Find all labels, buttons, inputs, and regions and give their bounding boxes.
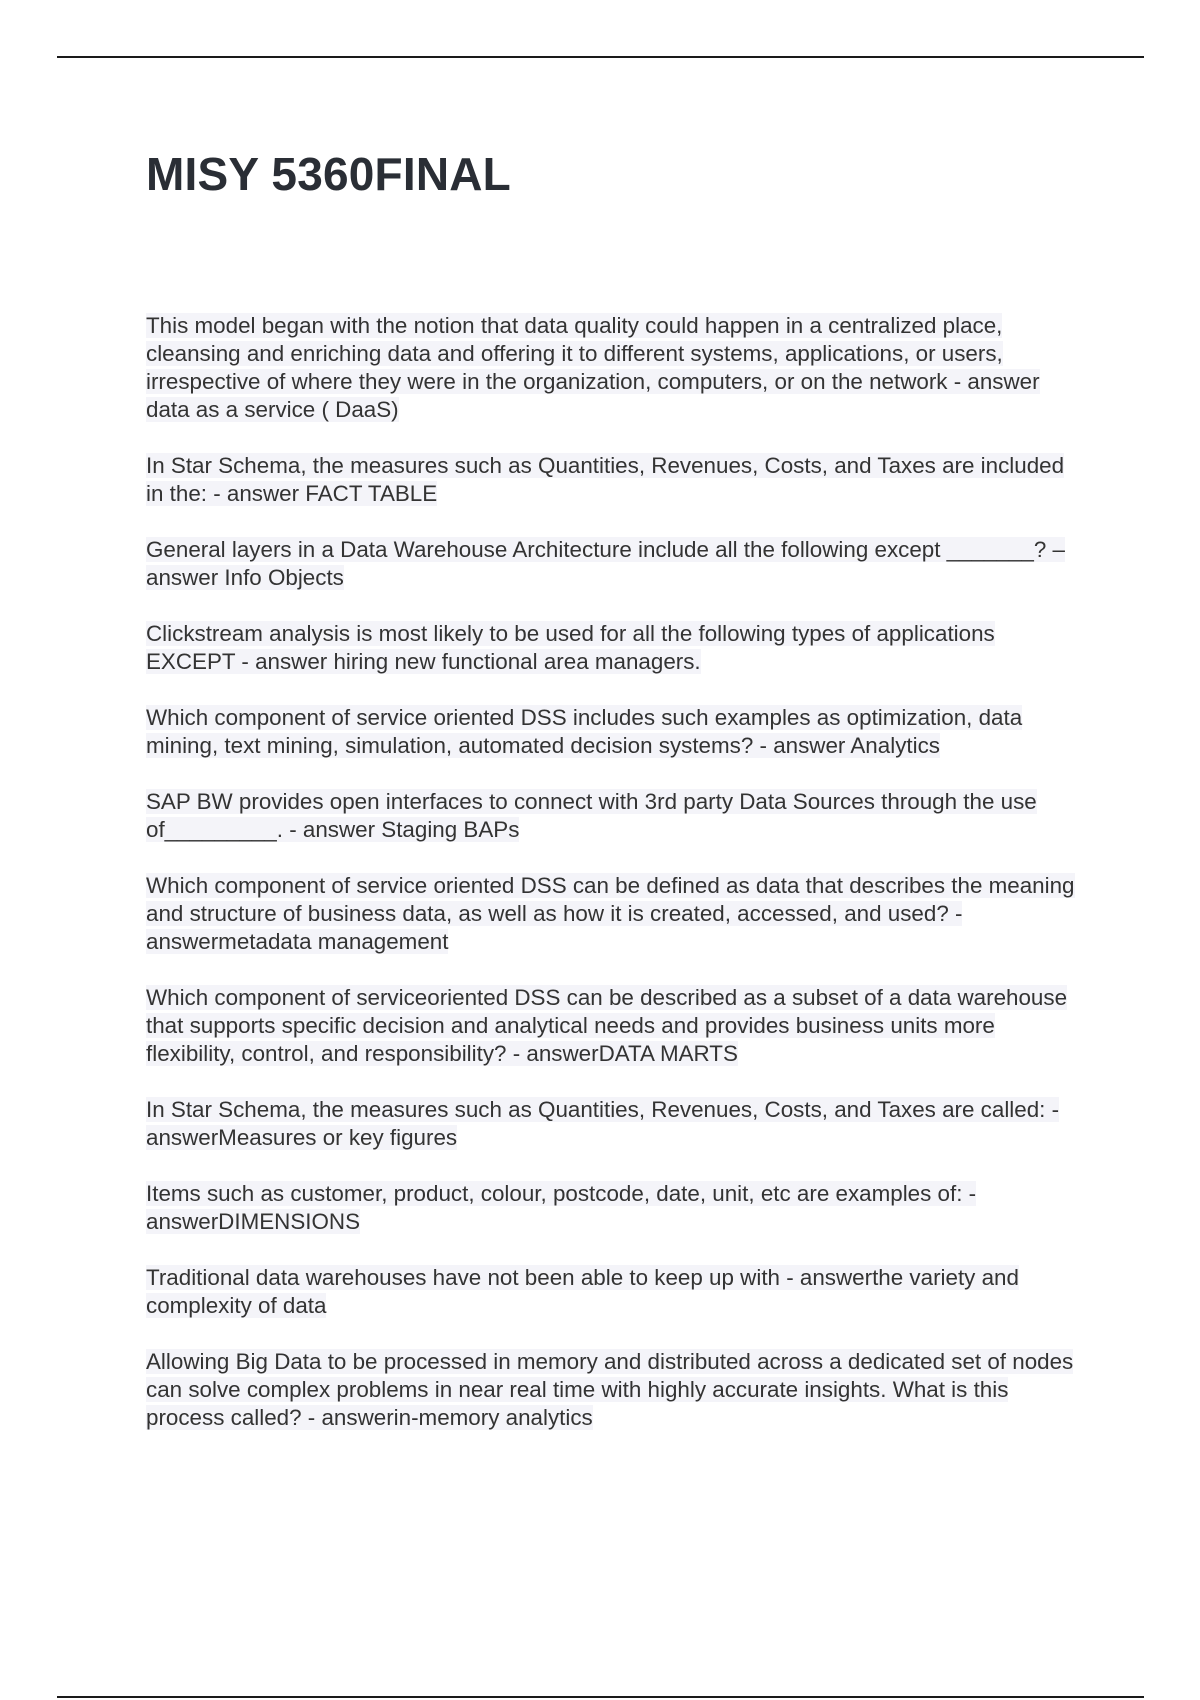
qa-item bbox=[146, 1348, 1086, 1432]
qa-item-text: Items such as customer, product, colour, postcode, date, unit, etc are examples of: - answerDIMENSIONS bbox=[146, 1181, 977, 1234]
qa-item-text: In Star Schema, the measures such as Quantities, Revenues, Costs, and Taxes are included in the: - answer FACT TABLE bbox=[146, 453, 1065, 506]
qa-item bbox=[146, 620, 1086, 676]
qa-item bbox=[146, 1096, 1086, 1152]
qa-item-text: In Star Schema, the measures such as Quantities, Revenues, Costs, and Taxes are called: - answerMeasures or key figures bbox=[146, 1097, 1060, 1150]
page-title: MISY 5360FINAL bbox=[146, 148, 511, 200]
qa-item bbox=[146, 452, 1086, 508]
qa-item bbox=[146, 872, 1086, 956]
qa-item-text: This model began with the notion that data quality could happen in a centralized place, cleansing and enriching data and offering it to different systems, applications, or users, irrespective of where they were in the organization, computers, or on the network - answer data as a service ( DaaS) bbox=[146, 313, 1040, 422]
qa-item-text: General layers in a Data Warehouse Architecture include all the following except _______? – answer Info Objects bbox=[146, 537, 1065, 590]
qa-item-text: Allowing Big Data to be processed in memory and distributed across a dedicated set of nodes can solve complex problems in near real time with highly accurate insights. What is this process called? - answerin-memory analytics bbox=[146, 1349, 1074, 1430]
qa-item bbox=[146, 536, 1086, 592]
qa-item bbox=[146, 1180, 1086, 1236]
qa-item-text: Which component of service oriented DSS can be defined as data that describes the meaning and structure of business data, as well as how it is created, accessed, and used? - answermetadata management bbox=[146, 873, 1075, 954]
qa-item-text: Which component of serviceoriented DSS can be described as a subset of a data warehouse that supports specific decision and analytical needs and provides business units more flexibility, control, and responsibility? - answerDATA MARTS bbox=[146, 985, 1068, 1066]
qa-item-text: Clickstream analysis is most likely to be used for all the following types of applications EXCEPT - answer hiring new functional area managers. bbox=[146, 621, 995, 674]
qa-item bbox=[146, 1264, 1086, 1320]
qa-list bbox=[146, 312, 1086, 1460]
qa-item-text: SAP BW provides open interfaces to connect with 3rd party Data Sources through the use of_________. - answer Staging BAPs bbox=[146, 789, 1037, 842]
qa-item bbox=[146, 312, 1086, 424]
qa-item bbox=[146, 704, 1086, 760]
qa-item bbox=[146, 788, 1086, 844]
bottom-rule bbox=[57, 1696, 1144, 1698]
qa-item-text: Which component of service oriented DSS includes such examples as optimization, data mining, text mining, simulation, automated decision systems? - answer Analytics bbox=[146, 705, 1023, 758]
top-rule bbox=[57, 56, 1144, 58]
qa-item-text: Traditional data warehouses have not been able to keep up with - answerthe variety and complexity of data bbox=[146, 1265, 1019, 1318]
qa-item bbox=[146, 984, 1086, 1068]
